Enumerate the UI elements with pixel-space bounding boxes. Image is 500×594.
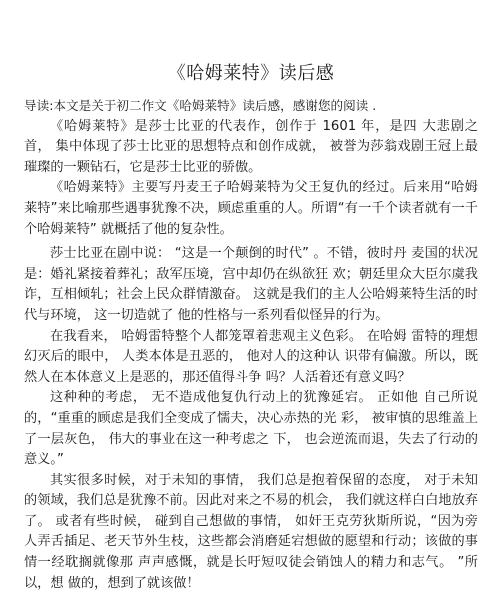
article-paragraph: 其实很多时候，对于未知的事情， 我们总是抱着保留的态度， 对于未知的领域，我们总是犹豫不前。因此对来之不易的机会， 我们就这样白白地放弃了。 或者有些时候， 碰到自己想做的事情， 如奸王克劳狄斯所说，“因为旁人弄舌插足、老天节外生枝，这些都会消磨延宕想做的愿望和行动；该做的事情一经耽搁就像那 声声感慨，就是长吁短叹徒会销蚀人的精力和志气。 ”所以，想 做的，想到了就该做！	[24, 472, 478, 591]
article-paragraph: 在我看来， 哈姆雷特整个人都笼罩着悲观主义色彩。 在哈姆 雷特的理想幻灭后的眼中， 人类本体是丑恶的， 他对人的这种认 识带有偏激。所以，既然人在本体意义上是恶的，那还值得斗争 吗？人活着还有意义吗？	[24, 328, 478, 385]
article-title: 《哈姆莱特》读后感	[167, 63, 335, 84]
article-paragraph: 这种种的考虑， 无不造成他复仇行动上的犹豫延宕。 正如他 自己所说的，“重重的顾虑是我们全变成了懦夫，决心赤热的光 彩， 被审慎的思维盖上了一层灰色， 伟大的事业在这一种考虑之 下， 也会逆流而退，失去了行动的意义。”	[24, 390, 478, 468]
article-paragraph: 莎士比亚在剧中说： “这是一个颠倒的时代” 。不错，彼时丹 麦国的状况是：婚礼紧接着葬礼；敌军压境，宫中却仍在纵欲狂 欢；朝廷里众大臣尔虞我诈，互相倾轧；社会上民众群情激奋。 这就是我们的主人公哈姆莱特生活的时代与环境， 这一切造就了 他的性格与一系列看似怪异的行为。	[24, 246, 478, 323]
article-paragraph: 《哈姆莱特》主要写丹麦王子哈姆莱特为父王复仇的经过。后来用“哈姆莱特”来比喻那些遇事犹豫不决，顾虑重重的人。所谓“有一千个读者就有一千个哈姆莱特” 就概括了他的复杂性。	[24, 180, 478, 237]
article-intro: 导读:本文是关于初二作文《哈姆莱特》读后感，感谢您的阅读 .	[24, 98, 377, 113]
article-paragraph: 《哈姆莱特》是莎士比亚的代表作，创作于 1601 年，是四 大悲剧之首， 集中体现了莎士比亚的思想特点和创作成就， 被誉为莎翁戏剧王冠上最璀璨的一颗钻石，它是莎士比亚的骄傲。	[24, 118, 478, 175]
article-body	[24, 96, 478, 594]
